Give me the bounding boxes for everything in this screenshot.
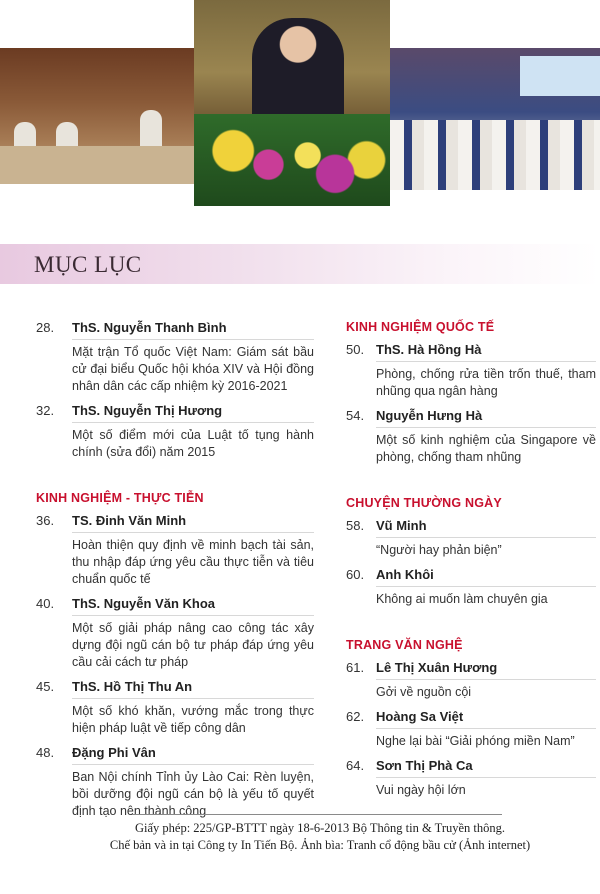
article-title: Ban Nội chính Tỉnh ủy Lào Cai: Rèn luyện, bồi dưỡng đội ngũ cán bộ là yếu tố quyết định tạo nên thành công [72,764,314,820]
toc-group [36,491,314,820]
author: ThS. Nguyễn Thanh Bình [72,320,227,335]
article-title: Một số khó khăn, vướng mắc trong thực hiện pháp luật về tiếp công dân [72,698,314,737]
photo-flowers [194,114,390,206]
toc-entry[interactable] [346,660,596,701]
article-title: Một số điểm mới của Luật tố tụng hành chính (sửa đổi) năm 2015 [72,422,314,461]
printer-line: Chế bản và in tại Công ty In Tiến Bộ. Ảnh bìa: Tranh cổ động bầu cử (Ảnh internet) [109,838,531,852]
license-line: Giấy phép: 225/GP-BTTT ngày 18-6-2013 Bộ Thông tin & Truyền thông. [134,821,506,835]
page-title: MỤC LỤC [34,252,142,277]
toc-entry[interactable] [346,758,596,799]
page-number: 40. [36,596,55,611]
author: Vũ Minh [376,518,427,533]
section-heading: TRANG VĂN NGHỆ [346,638,463,652]
footer-divider [132,814,502,815]
toc-entry[interactable] [36,745,314,820]
page-number: 60. [346,567,365,582]
author: ThS. Hà Hồng Hà [376,342,482,357]
toc-group [346,320,596,466]
photo-crowd [390,48,600,190]
article-title: Một số kinh nghiệm của Singapore về phòng, chống tham nhũng [376,427,596,466]
toc-left-column [36,320,314,828]
page-number: 36. [36,513,55,528]
page-number: 48. [36,745,55,760]
author: Lê Thị Xuân Hương [376,660,498,675]
article-title: Hoàn thiện quy định về minh bạch tài sản, thu nhập đáp ứng yêu cầu thực tiễn và tiêu chuẩn quốc tế [72,532,314,588]
toc-entry[interactable] [36,403,314,461]
toc-group [346,638,596,799]
author: Anh Khôi [376,567,434,582]
article-title: “Người hay phản biện” [376,537,596,559]
page-number: 62. [346,709,365,724]
section-heading: KINH NGHIỆM QUỐC TẾ [346,320,495,334]
toc-entry[interactable] [36,596,314,671]
page-number: 64. [346,758,365,773]
toc-entry[interactable] [36,320,314,395]
article-title: Gởi về nguồn cội [376,679,596,701]
toc-entry[interactable] [346,567,596,608]
photo-table [0,146,194,184]
photo-banner [520,56,600,96]
toc-right-column [346,320,596,807]
page-number: 50. [346,342,365,357]
toc-entry[interactable] [346,709,596,750]
article-title: Mặt trận Tổ quốc Việt Nam: Giám sát bầu cử đại biểu Quốc hội khóa XIV và Hội đồng nhân dân các cấp nhiệm kỳ 2016-2021 [72,339,314,395]
page-number: 32. [36,403,55,418]
page-number: 58. [346,518,365,533]
toc-entry[interactable] [346,408,596,466]
author: Đặng Phi Vân [72,745,156,760]
toc-group [36,320,314,461]
page-number: 61. [346,660,365,675]
author: TS. Đinh Văn Minh [72,513,187,528]
author: ThS. Nguyễn Văn Khoa [72,596,216,611]
page-number: 28. [36,320,55,335]
author: ThS. Nguyễn Thị Hương [72,403,223,418]
article-title: Nghe lại bài “Giải phóng miền Nam” [376,728,596,750]
toc-group [346,496,596,608]
photo-people [390,120,600,190]
author: Nguyễn Hưng Hà [376,408,483,423]
author: Sơn Thị Phà Ca [376,758,473,773]
article-title: Phòng, chống rửa tiền trốn thuế, tham nhũng qua ngân hàng [376,361,596,400]
article-title: Không ai muốn làm chuyên gia [376,586,596,608]
imprint-footer [100,820,540,854]
photo-speaker [194,0,390,206]
toc-entry[interactable] [346,342,596,400]
page-number: 54. [346,408,365,423]
photo-strip [0,0,600,214]
section-heading: CHUYỆN THƯỜNG NGÀY [346,496,502,510]
toc-entry[interactable] [36,679,314,737]
toc-entry[interactable] [346,518,596,559]
page-number: 45. [36,679,55,694]
section-heading: KINH NGHIỆM - THỰC TIỄN [36,491,204,505]
toc-entry[interactable] [36,513,314,588]
article-title: Vui ngày hội lớn [376,777,596,799]
article-title: Một số giải pháp nâng cao công tác xây dựng đội ngũ cán bộ tư pháp đáp ứng yêu cầu cải cách tư pháp [72,615,314,671]
author: Hoàng Sa Việt [376,709,464,724]
photo-meeting [0,48,194,184]
author: ThS. Hồ Thị Thu An [72,679,193,694]
